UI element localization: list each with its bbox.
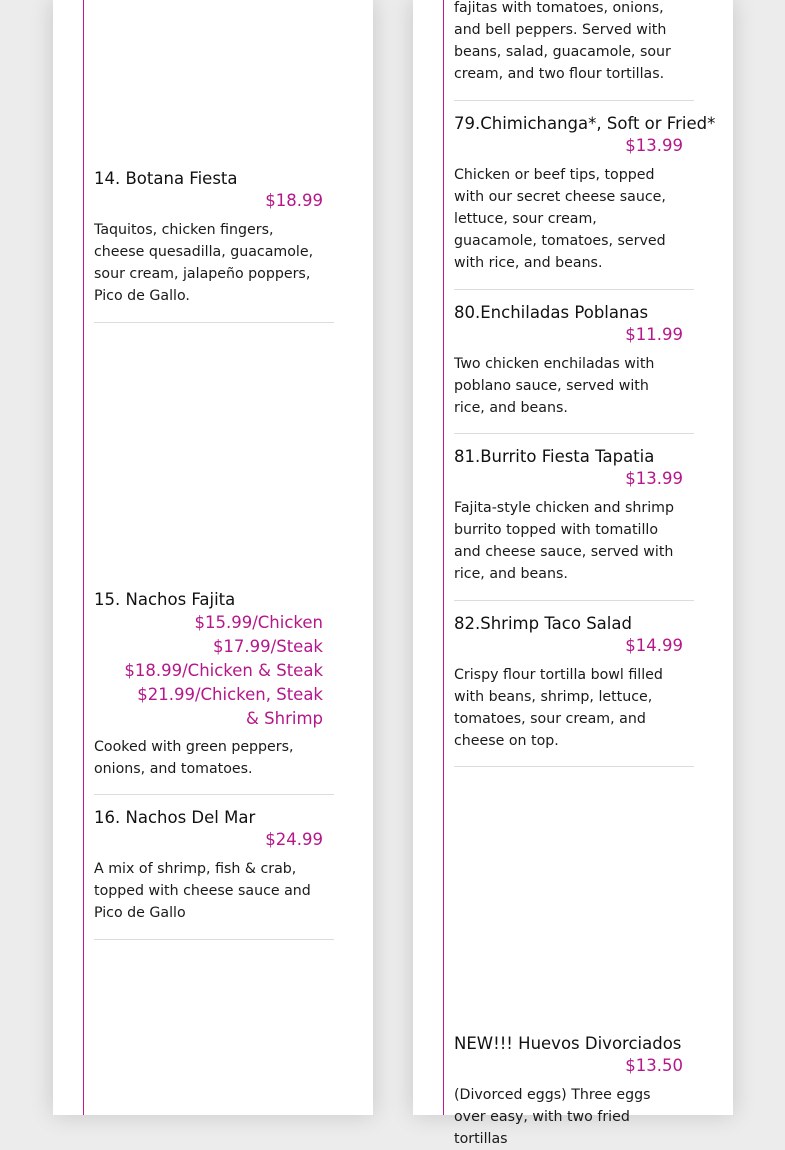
item-divider bbox=[454, 766, 694, 767]
menu-item-price: $13.99 bbox=[625, 469, 683, 488]
menu-item-title: 80.Enchiladas Poblanas bbox=[454, 303, 649, 322]
menu-item-chimichanga bbox=[454, 113, 716, 274]
menu-item-huevos-divorciados bbox=[454, 1033, 694, 1150]
menu-item-nachos-fajita bbox=[94, 589, 334, 780]
item-divider bbox=[454, 100, 694, 101]
item-divider bbox=[94, 322, 334, 323]
item-divider bbox=[94, 794, 334, 795]
menu-item-title: 79.Chimichanga*, Soft or Fried* bbox=[454, 114, 716, 133]
menu-item-shrimp-taco-salad bbox=[454, 613, 694, 752]
menu-item-price-steak: $17.99/Steak bbox=[212, 637, 323, 656]
item-divider bbox=[94, 939, 334, 940]
menu-item-price: $18.99 bbox=[265, 191, 323, 210]
menu-item-enchiladas-poblanas bbox=[454, 302, 694, 419]
menu-item-title: 16. Nachos Del Mar bbox=[94, 808, 256, 827]
menu-item-fragment bbox=[454, 0, 694, 85]
menu-item-description: Crispy flour tortilla bowl filled with beans, shrimp, lettuce, tomatoes, sour cream, and cheese on top. bbox=[454, 667, 663, 749]
menu-item-price-chicken: $15.99/Chicken bbox=[194, 613, 323, 632]
menu-item-title: 81.Burrito Fiesta Tapatia bbox=[454, 447, 655, 466]
menu-item-price-chicken-steak-shrimp: $21.99/Chicken, Steak & Shrimp bbox=[137, 685, 323, 728]
menu-item-price: $24.99 bbox=[265, 830, 323, 849]
menu-item-title: 14. Botana Fiesta bbox=[94, 169, 238, 188]
item-divider bbox=[454, 289, 694, 290]
menu-item-description: Fajita-style chicken and shrimp burrito topped with tomatillo and cheese sauce, served with rice, and beans. bbox=[454, 500, 675, 582]
menu-item-description: (Divorced eggs) Three eggs over easy, with two fried tortillas bbox=[454, 1087, 651, 1147]
menu-item-price: $13.50 bbox=[625, 1056, 683, 1075]
left-accent-rule bbox=[83, 0, 84, 1115]
menu-item-description: Taquitos, chicken fingers, cheese quesadilla, guacamole, sour cream, jalapeño poppers, Pico de Gallo. bbox=[94, 222, 314, 304]
item-divider bbox=[454, 600, 694, 601]
menu-item-price: $13.99 bbox=[625, 136, 683, 155]
menu-item-price-chicken-steak: $18.99/Chicken & Steak bbox=[124, 661, 323, 680]
menu-item-title: 15. Nachos Fajita bbox=[94, 590, 236, 609]
right-accent-rule bbox=[443, 0, 444, 1115]
item-divider bbox=[454, 433, 694, 434]
menu-item-title: 82.Shrimp Taco Salad bbox=[454, 614, 632, 633]
menu-item-description: Two chicken enchiladas with poblano sauce, served with rice, and beans. bbox=[454, 356, 655, 416]
menu-item-price: $14.99 bbox=[625, 636, 683, 655]
menu-item-description: Chicken or beef tips, topped with our secret cheese sauce, lettuce, sour cream, guacamole, tomatoes, served with rice, and beans. bbox=[454, 167, 666, 271]
menu-item-burrito-fiesta-tapatia bbox=[454, 446, 694, 585]
menu-item-botana-fiesta bbox=[94, 168, 334, 307]
menu-item-title: NEW!!! Huevos Divorciados bbox=[454, 1034, 682, 1053]
menu-item-description: A mix of shrimp, fish & crab, topped with cheese sauce and Pico de Gallo bbox=[94, 861, 311, 921]
menu-item-description-fragment: fajitas with tomatoes, onions, and bell peppers. Served with beans, salad, guacamole, sour cream, and two flour tortillas. bbox=[454, 0, 671, 82]
menu-item-nachos-del-mar bbox=[94, 807, 334, 924]
menu-item-price: $11.99 bbox=[625, 325, 683, 344]
menu-item-description: Cooked with green peppers, onions, and tomatoes. bbox=[94, 739, 294, 777]
